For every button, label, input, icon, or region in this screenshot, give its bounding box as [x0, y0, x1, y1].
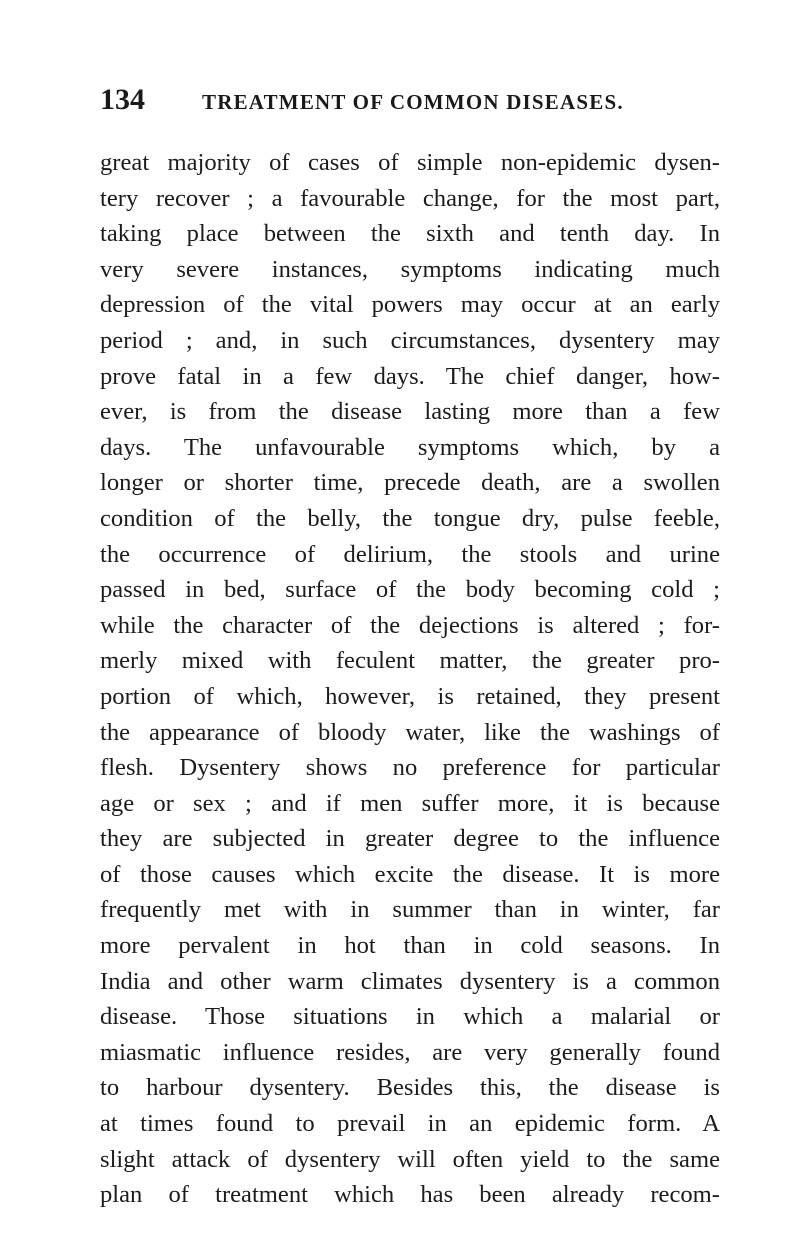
- text-line: while the character of the dejections is altered ; for-: [100, 611, 720, 639]
- text-line: passed in bed, surface of the body becoming cold ;: [100, 576, 720, 604]
- text-line: plan of treatment which has been already recom-: [100, 1181, 720, 1209]
- text-line: merly mixed with feculent matter, the greater pro-: [100, 647, 720, 675]
- text-line: very severe instances, symptoms indicating much: [100, 255, 720, 283]
- text-line: condition of the belly, the tongue dry, pulse feeble,: [100, 504, 720, 532]
- text-line: India and other warm climates dysentery is a common: [100, 967, 720, 995]
- text-line: of those causes which excite the disease. It is more: [100, 860, 720, 888]
- text-line: slight attack of dysentery will often yield to the same: [100, 1145, 720, 1173]
- text-line: more pervalent in hot than in cold seasons. In: [100, 932, 720, 960]
- text-line: prove fatal in a few days. The chief danger, how-: [100, 362, 720, 390]
- text-line: miasmatic influence resides, are very generally found: [100, 1038, 720, 1066]
- text-line: age or sex ; and if men suffer more, it is because: [100, 789, 720, 817]
- text-line: frequently met with in summer than in winter, far: [100, 896, 720, 924]
- text-line: days. The unfavourable symptoms which, by a: [100, 433, 720, 461]
- text-line: at times found to prevail in an epidemic form. A: [100, 1110, 720, 1138]
- text-line: the occurrence of delirium, the stools and urine: [100, 540, 720, 568]
- body-text: [100, 145, 720, 1213]
- text-line: taking place between the sixth and tenth day. In: [100, 220, 720, 248]
- page-number: 134: [100, 83, 145, 116]
- text-line: longer or shorter time, precede death, are a swollen: [100, 469, 720, 497]
- text-line: ever, is from the disease lasting more than a few: [100, 398, 720, 426]
- text-line: they are subjected in greater degree to the influence: [100, 825, 720, 853]
- page-header: [100, 82, 710, 122]
- text-line: great majority of cases of simple non-epidemic dysen-: [100, 149, 720, 176]
- text-line: tery recover ; a favourable change, for the most part,: [100, 184, 720, 212]
- text-line: the appearance of bloody water, like the washings of: [100, 718, 720, 746]
- text-line: disease. Those situations in which a malarial or: [100, 1003, 720, 1031]
- running-head: TREATMENT OF COMMON DISEASES.: [202, 90, 624, 114]
- text-line: period ; and, in such circumstances, dysentery may: [100, 326, 720, 354]
- text-line: depression of the vital powers may occur at an early: [100, 291, 720, 319]
- text-line: to harbour dysentery. Besides this, the disease is: [100, 1074, 720, 1102]
- text-line: flesh. Dysentery shows no preference for particular: [100, 754, 720, 782]
- text-line: portion of which, however, is retained, they present: [100, 682, 720, 710]
